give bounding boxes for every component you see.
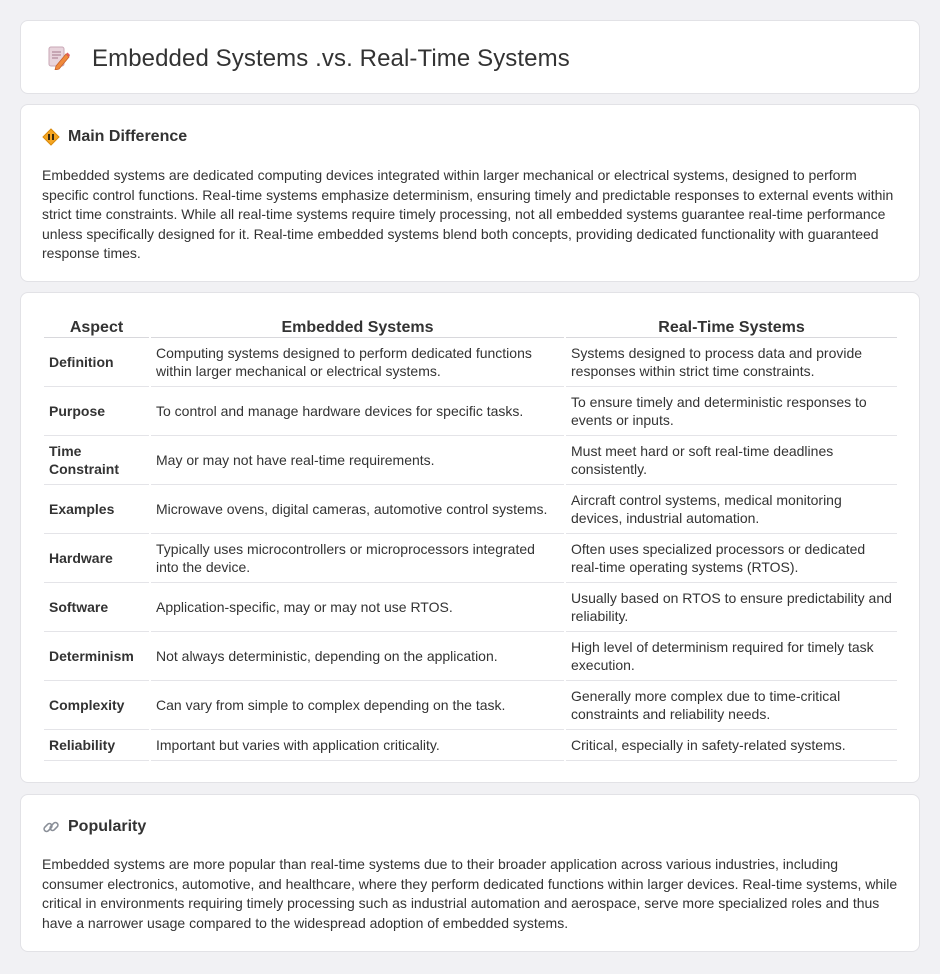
row-aspect: Software <box>44 583 149 632</box>
row-embedded: To control and manage hardware devices for specific tasks. <box>151 387 564 436</box>
row-realtime: Aircraft control systems, medical monitoring devices, industrial automation. <box>566 485 897 534</box>
popularity-section <box>20 794 920 952</box>
document-edit-icon <box>48 46 70 70</box>
row-realtime: High level of determinism required for timely task execution. <box>566 632 897 681</box>
row-realtime: To ensure timely and deterministic responses to events or inputs. <box>566 387 897 436</box>
row-aspect: Reliability <box>44 730 149 761</box>
row-aspect: Determinism <box>44 632 149 681</box>
row-embedded: Microwave ovens, digital cameras, automotive control systems. <box>151 485 564 534</box>
popularity-text: Embedded systems are more popular than real-time systems due to their broader application across various industries, including consumer electronics, automotive, and healthcare, where they perform dedicated functions within larger devices. Real-time systems, while critical in environments requiring timely processing such as industrial automation and aerospace, serve more specialized roles and thus have a narrower usage compared to the widespread adoption of embedded systems. <box>42 856 898 931</box>
row-embedded: Can vary from simple to complex depending on the task. <box>151 681 564 730</box>
main-difference-text: Embedded systems are dedicated computing devices integrated within larger mechanical or electrical systems, designed to perform specific control functions. Real-time systems emphasize determinism, ensuring timely and predictable responses to external events within strict time constraints. While all real-time systems require timely processing, not all embedded systems guarantee real-time performance unless specifically designed for it. Real-time embedded systems blend both concepts, providing dedicated functionality with guaranteed response times. <box>42 167 894 261</box>
row-embedded: Application-specific, may or may not use RTOS. <box>151 583 564 632</box>
popularity-heading: Popularity <box>68 818 147 835</box>
row-aspect: Hardware <box>44 534 149 583</box>
row-realtime: Generally more complex due to time-critical constraints and reliability needs. <box>566 681 897 730</box>
row-embedded: Typically uses microcontrollers or microprocessors integrated into the device. <box>151 534 564 583</box>
comparison-table <box>42 313 899 761</box>
table-row <box>44 485 897 534</box>
table-row <box>44 387 897 436</box>
table-row <box>44 583 897 632</box>
row-embedded: May or may not have real-time requirements. <box>151 436 564 485</box>
popularity-header <box>42 817 146 837</box>
row-realtime: Often uses specialized processors or dedicated real-time operating systems (RTOS). <box>566 534 897 583</box>
header-embedded: Embedded Systems <box>151 313 564 338</box>
table-row <box>44 338 897 387</box>
diamond-warning-icon <box>42 128 60 146</box>
link-icon <box>42 818 60 836</box>
comparison-section <box>20 292 920 783</box>
table-row <box>44 632 897 681</box>
row-aspect: Definition <box>44 338 149 387</box>
main-difference-header <box>42 127 187 147</box>
header-realtime: Real-Time Systems <box>566 313 897 338</box>
table-row <box>44 436 897 485</box>
row-realtime: Must meet hard or soft real-time deadlines consistently. <box>566 436 897 485</box>
title-card <box>20 20 920 94</box>
table-row <box>44 681 897 730</box>
row-aspect: Complexity <box>44 681 149 730</box>
row-embedded: Important but varies with application criticality. <box>151 730 564 761</box>
header-aspect: Aspect <box>44 313 149 338</box>
row-aspect: Time Constraint <box>44 436 149 485</box>
row-realtime: Critical, especially in safety-related systems. <box>566 730 897 761</box>
main-difference-section <box>20 104 920 282</box>
row-embedded: Computing systems designed to perform dedicated functions within larger mechanical or electrical systems. <box>151 338 564 387</box>
main-difference-heading: Main Difference <box>68 128 188 145</box>
row-realtime: Systems designed to process data and provide responses within strict time constraints. <box>566 338 897 387</box>
table-row <box>44 534 897 583</box>
row-aspect: Examples <box>44 485 149 534</box>
row-embedded: Not always deterministic, depending on the application. <box>151 632 564 681</box>
page-title: Embedded Systems .vs. Real-Time Systems <box>92 45 570 72</box>
table-header-row <box>44 313 897 338</box>
row-aspect: Purpose <box>44 387 149 436</box>
row-realtime: Usually based on RTOS to ensure predictability and reliability. <box>566 583 897 632</box>
table-row <box>44 730 897 761</box>
